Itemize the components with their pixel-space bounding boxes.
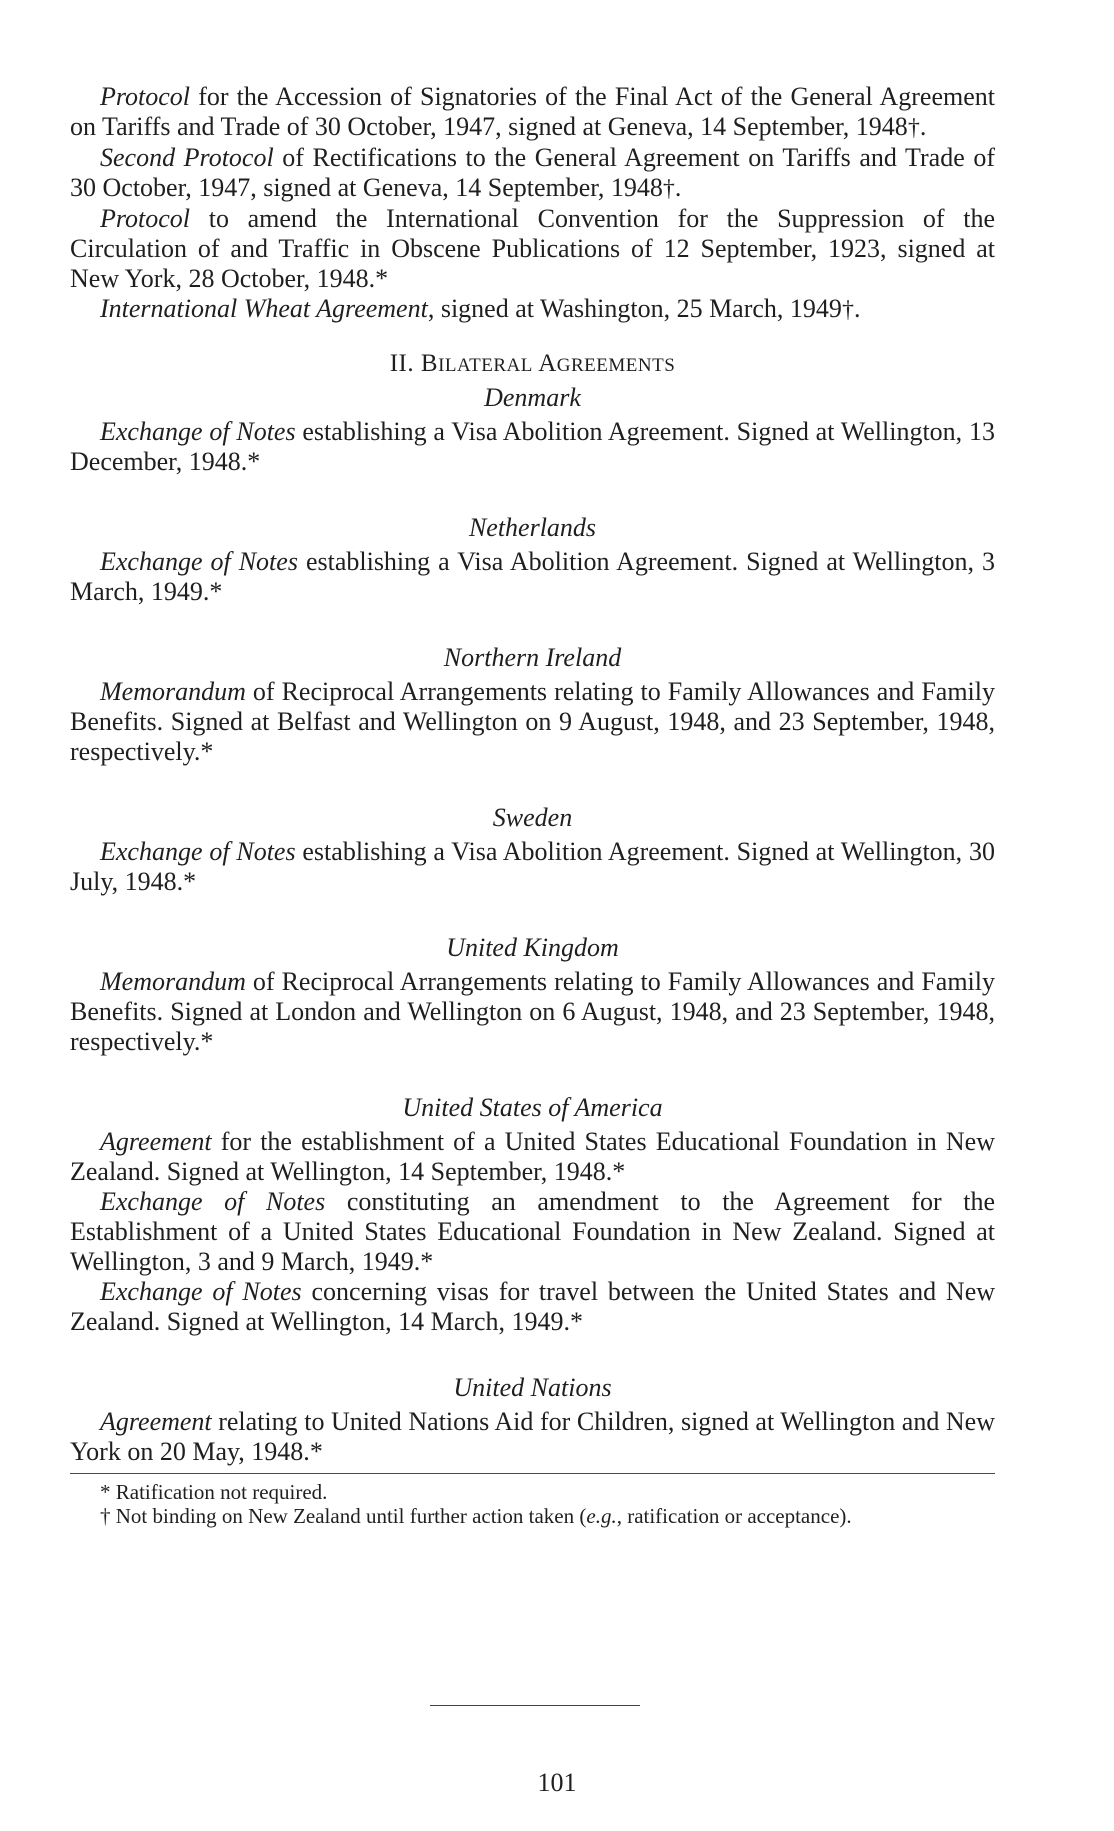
footnote-mark: * bbox=[375, 264, 389, 293]
footnote-mark: * bbox=[200, 1027, 214, 1056]
country-heading: Sweden bbox=[492, 803, 573, 832]
country-heading: Netherlands bbox=[468, 513, 597, 542]
country-heading: United States of America bbox=[402, 1093, 663, 1122]
agreement-entry bbox=[70, 1127, 995, 1187]
entry-text: of Rectifications to the General Agreement on Tariffs and Trade of 30 October, 1947, signed at Geneva, 14 September, 1948 bbox=[70, 143, 995, 202]
entry-text: of Reciprocal Arrangements relating to Family Allowances and Family Benefits. Signed at Belfast and Wellington on 9 August, 1948, and 23 September, 1948, respectively. bbox=[70, 677, 995, 766]
footnote-mark: * bbox=[309, 1437, 323, 1466]
entry-text: , signed at Washington, 25 March, 1949 bbox=[427, 294, 842, 323]
footnote bbox=[70, 1480, 995, 1504]
entry-title: Exchange of Notes bbox=[100, 417, 296, 446]
entry-end: . bbox=[919, 112, 927, 141]
footnote-mark: * bbox=[209, 577, 223, 606]
footnote-mark: * bbox=[183, 867, 197, 896]
entry-title: Agreement bbox=[100, 1127, 212, 1156]
entry-text: relating to United Nations Aid for Children, signed at Wellington and New York on 20 May, 1948. bbox=[70, 1407, 995, 1466]
end-rule bbox=[430, 1705, 640, 1706]
entry-end: . bbox=[853, 294, 861, 323]
country-heading: United Nations bbox=[453, 1373, 612, 1402]
entry-title: Exchange of Notes bbox=[100, 547, 298, 576]
section-heading bbox=[70, 349, 995, 381]
entry-title: International Wheat Agreement bbox=[100, 294, 428, 323]
agreement-entry bbox=[70, 677, 995, 767]
section-numeral: II. bbox=[389, 350, 421, 377]
footnotes bbox=[70, 1480, 995, 1528]
agreement-entry bbox=[70, 1277, 995, 1337]
footnote-mark: † bbox=[907, 115, 920, 141]
entry-text: constituting an amendment to the Agreement for the Establishment of a United States Educational Foundation in New Zealand. Signed at Wellington, 3 and 9 March, 1949. bbox=[70, 1187, 995, 1276]
entry-title: Memorandum bbox=[100, 677, 246, 706]
multilateral-entry bbox=[70, 143, 995, 204]
footnote bbox=[70, 1504, 995, 1528]
footnote-mark: * bbox=[200, 737, 214, 766]
page-number: 101 bbox=[537, 1768, 577, 1797]
entry-title: Protocol bbox=[100, 204, 191, 233]
multilateral-entry bbox=[70, 204, 995, 294]
footnote-symbol: * bbox=[100, 1480, 111, 1504]
footnote-mark: * bbox=[612, 1157, 626, 1186]
footnote-mark: † bbox=[662, 176, 675, 202]
footnote-mark: † bbox=[841, 297, 854, 323]
footnote-mark: * bbox=[247, 447, 261, 476]
footnote-text-end: , ratification or acceptance). bbox=[616, 1504, 852, 1528]
entry-text: establishing a Visa Abolition Agreement. Signed at Wellington, 30 July, 1948. bbox=[70, 837, 995, 896]
entry-title: Second Protocol bbox=[100, 143, 274, 172]
multilateral-entry bbox=[70, 294, 995, 325]
entry-title: Exchange of Notes bbox=[100, 1187, 326, 1216]
entry-text: of Reciprocal Arrangements relating to Family Allowances and Family Benefits. Signed at London and Wellington on 6 August, 1948, and 23 September, 1948, respectively. bbox=[70, 967, 995, 1056]
country-heading: Denmark bbox=[484, 383, 581, 412]
entry-text: concerning visas for travel between the United States and New Zealand. Signed at Wellington, 14 March, 1949. bbox=[70, 1277, 996, 1336]
agreement-entry bbox=[70, 417, 995, 477]
footnote-italic: e.g. bbox=[586, 1504, 617, 1528]
multilateral-entry bbox=[70, 82, 995, 143]
entry-text: establishing a Visa Abolition Agreement. Signed at Wellington, 13 December, 1948. bbox=[70, 417, 995, 476]
entry-text: for the establishment of a United States Educational Foundation in New Zealand. Signed at Wellington, 14 September, 1948. bbox=[70, 1127, 995, 1186]
entry-end: . bbox=[674, 173, 682, 202]
country-heading: Northern Ireland bbox=[443, 643, 622, 672]
section-word-rest: GREEMENTS bbox=[556, 355, 676, 376]
page-content bbox=[70, 82, 995, 1528]
entry-text: establishing a Visa Abolition Agreement. Signed at Wellington, 3 March, 1949. bbox=[70, 547, 996, 606]
section-word-initial: A bbox=[538, 350, 557, 377]
footnote-text: Not binding on New Zealand until further action taken ( bbox=[110, 1504, 587, 1528]
agreement-entry bbox=[70, 837, 995, 897]
footnote-text: Ratification not required. bbox=[110, 1480, 328, 1504]
agreement-entry bbox=[70, 547, 995, 607]
footnote-symbol: † bbox=[100, 1504, 111, 1528]
section-word-rest: ILATERAL bbox=[438, 355, 533, 376]
entry-title: Protocol bbox=[100, 82, 191, 111]
entry-title: Exchange of Notes bbox=[100, 1277, 302, 1306]
country-heading: United Kingdom bbox=[446, 933, 619, 962]
footnote-mark: * bbox=[570, 1307, 583, 1336]
agreement-entry bbox=[70, 1407, 995, 1467]
section-word-initial: B bbox=[420, 350, 439, 377]
entry-title: Memorandum bbox=[100, 967, 246, 996]
agreement-entry bbox=[70, 967, 995, 1057]
entry-title: Agreement bbox=[100, 1407, 212, 1436]
entry-title: Exchange of Notes bbox=[100, 837, 296, 866]
footnote-divider bbox=[70, 1473, 995, 1474]
entry-text: for the Accession of Signatories of the Final Act of the General Agreement on Tariffs and Trade of 30 October, 1947, signed at Geneva, 14 September, 1948 bbox=[70, 82, 995, 141]
entry-text: to amend the International Convention for the Suppression of the Circulation of and Traffic in Obscene Publications of 12 September, 1923, signed at New York, 28 October, 1948. bbox=[70, 204, 995, 293]
agreement-entry bbox=[70, 1187, 995, 1277]
footnote-mark: * bbox=[420, 1247, 434, 1276]
